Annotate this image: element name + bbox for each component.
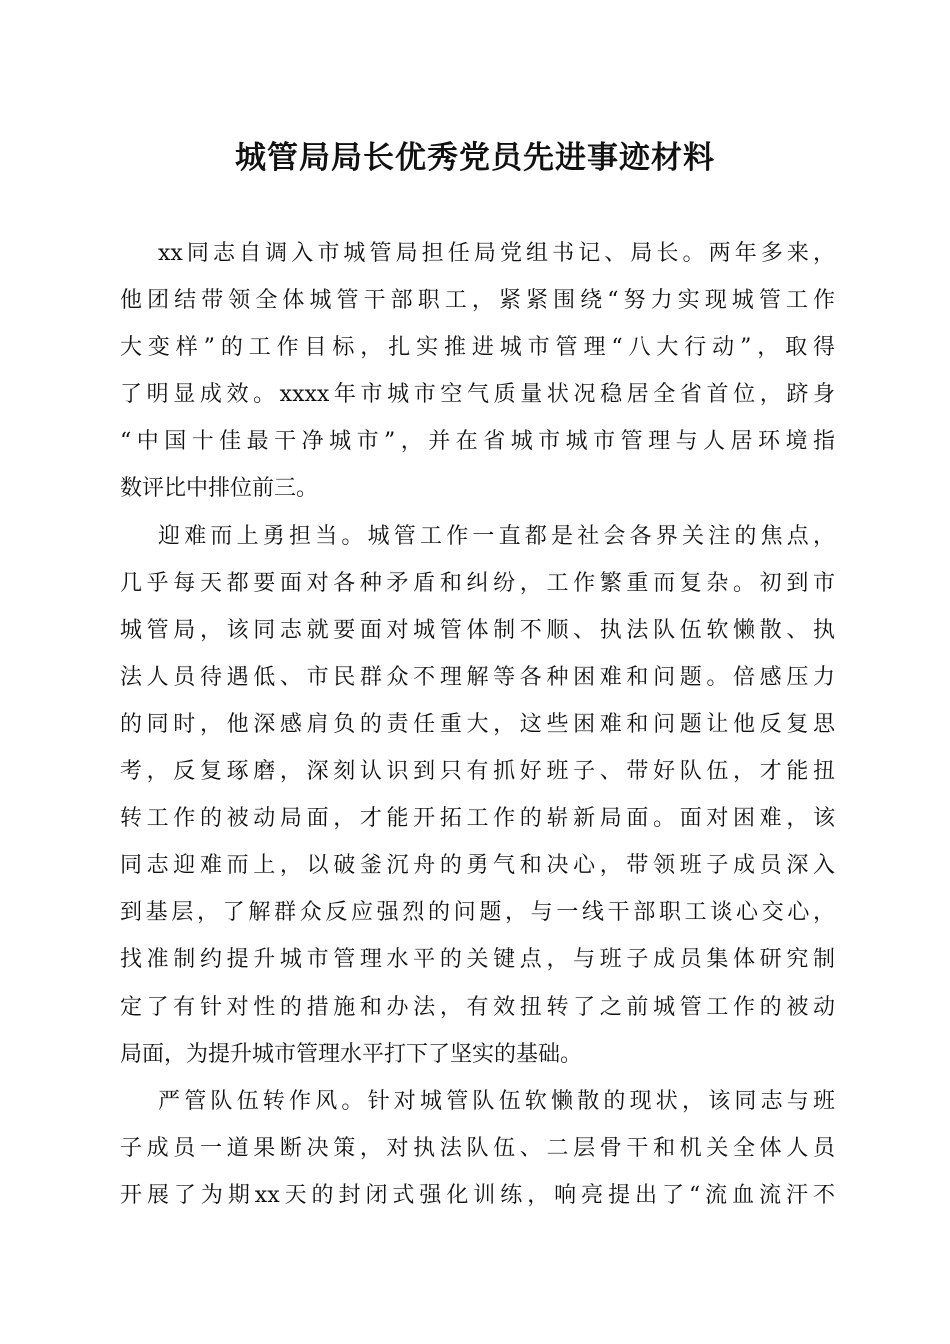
- paragraph-2-line-8: 同志迎难而上，以破釜沉舟的勇气和决心，带领班子成员深入: [120, 853, 835, 879]
- paragraph-1-line-3: 大变样”的工作目标，扎实推进城市管理“八大行动”，取得: [120, 335, 835, 361]
- paragraph-2-line-4: 法人员待遇低、市民群众不理解等各种困难和问题。倍感压力: [120, 664, 835, 690]
- paragraph-2-line-9: 到基层，了解群众反应强烈的问题，与一线干部职工谈心交心，: [120, 900, 835, 926]
- paragraph-2-line-10: 找准制约提升城市管理水平的关键点，与班子成员集体研究制: [120, 947, 835, 973]
- paragraph-1-line-4: 了明显成效。xxxx年市城市空气质量状况稳居全省首位，跻身: [120, 382, 835, 408]
- paragraph-2-line-2: 几乎每天都要面对各种矛盾和纠纷，工作繁重而复杂。初到市: [120, 570, 835, 596]
- paragraph-2-line-12: 局面，为提升城市管理水平打下了坚实的基础。: [120, 1041, 583, 1067]
- paragraph-1-line-1: xx同志自调入市城管局担任局党组书记、局长。两年多来，: [158, 241, 835, 266]
- paragraph-3-line-2: 子成员一道果断决策，对执法队伍、二层骨干和机关全体人员: [120, 1135, 835, 1161]
- paragraph-1-line-5: “中国十佳最干净城市”，并在省城市城市管理与人居环境指: [120, 429, 835, 455]
- paragraph-1-line-2: 他团结带领全体城管干部职工，紧紧围绕“努力实现城管工作: [120, 288, 835, 314]
- paragraph-2-line-6: 考，反复琢磨，深刻认识到只有抓好班子、带好队伍，才能扭: [120, 759, 835, 785]
- document-body: [120, 230, 835, 1219]
- paragraph-2-line-7: 转工作的被动局面，才能开拓工作的崭新局面。面对困难，该: [120, 806, 835, 832]
- paragraph-2-line-5: 的同时，他深感肩负的责任重大，这些困难和问题让他反复思: [120, 711, 835, 737]
- paragraph-3-line-1: 严管队伍转作风。针对城管队伍软懒散的现状，该同志与班: [158, 1088, 835, 1114]
- paragraph-2-line-3: 城管局，该同志就要面对城管体制不顺、执法队伍软懒散、执: [120, 617, 835, 643]
- paragraph-2-line-1: 迎难而上勇担当。城管工作一直都是社会各界关注的焦点，: [158, 523, 835, 549]
- paragraph-2-line-11: 定了有针对性的措施和办法，有效扭转了之前城管工作的被动: [120, 994, 835, 1020]
- paragraph-1-line-6: 数评比中排位前三。: [120, 476, 319, 502]
- document-title: 城管局局长优秀党员先进事迹材料: [235, 140, 715, 176]
- paragraph-3-line-3: 开展了为期xx天的封闭式强化训练，响亮提出了“流血流汗不: [120, 1182, 835, 1208]
